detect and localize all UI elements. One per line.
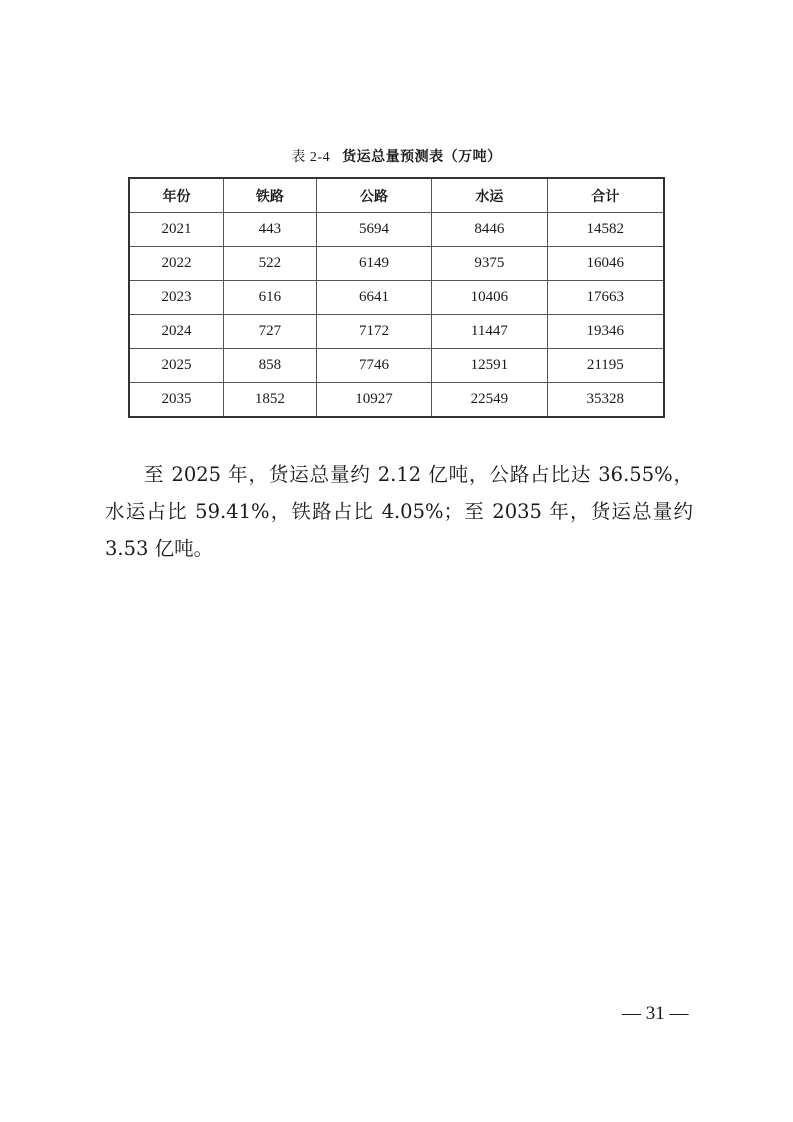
cell-waterway: 8446	[432, 213, 547, 247]
header-highway: 公路	[316, 178, 431, 213]
cell-railway: 858	[223, 349, 316, 383]
table-row	[129, 281, 664, 315]
cell-total: 19346	[547, 315, 664, 349]
cell-year: 2035	[129, 383, 223, 418]
cell-waterway: 12591	[432, 349, 547, 383]
cell-year: 2023	[129, 281, 223, 315]
cell-year: 2024	[129, 315, 223, 349]
header-waterway: 水运	[432, 178, 547, 213]
page-number: — 31 —	[622, 1003, 689, 1024]
cell-waterway: 10406	[432, 281, 547, 315]
table-row	[129, 383, 664, 418]
cell-railway: 443	[223, 213, 316, 247]
cell-highway: 6641	[316, 281, 431, 315]
cell-total: 17663	[547, 281, 664, 315]
cell-total: 21195	[547, 349, 664, 383]
cell-waterway: 9375	[432, 247, 547, 281]
table-row	[129, 213, 664, 247]
table-caption	[0, 146, 793, 166]
header-year: 年份	[129, 178, 223, 213]
cell-total: 14582	[547, 213, 664, 247]
cell-highway: 10927	[316, 383, 431, 418]
cell-railway: 616	[223, 281, 316, 315]
summary-paragraph: 至 2025 年，货运总量约 2.12 亿吨，公路占比达 36.55%，水运占比 59.41%，铁路占比 4.05%；至 2035 年，货运总量约 3.53 亿吨。	[105, 462, 693, 560]
cell-total: 16046	[547, 247, 664, 281]
cell-railway: 522	[223, 247, 316, 281]
cell-railway: 1852	[223, 383, 316, 418]
cell-total: 35328	[547, 383, 664, 418]
cell-year: 2025	[129, 349, 223, 383]
table-caption-number: 表 2-4	[291, 150, 331, 165]
cell-highway: 5694	[316, 213, 431, 247]
freight-forecast-table	[128, 177, 665, 418]
table-row	[129, 247, 664, 281]
header-total: 合计	[547, 178, 664, 213]
cell-waterway: 11447	[432, 315, 547, 349]
cell-highway: 6149	[316, 247, 431, 281]
cell-highway: 7172	[316, 315, 431, 349]
table-row	[129, 315, 664, 349]
cell-year: 2021	[129, 213, 223, 247]
table-row	[129, 349, 664, 383]
cell-year: 2022	[129, 247, 223, 281]
header-railway: 铁路	[223, 178, 316, 213]
table-header-row	[129, 178, 664, 213]
cell-highway: 7746	[316, 349, 431, 383]
cell-waterway: 22549	[432, 383, 547, 418]
table-caption-title: 货运总量预测表（万吨）	[342, 149, 502, 165]
cell-railway: 727	[223, 315, 316, 349]
